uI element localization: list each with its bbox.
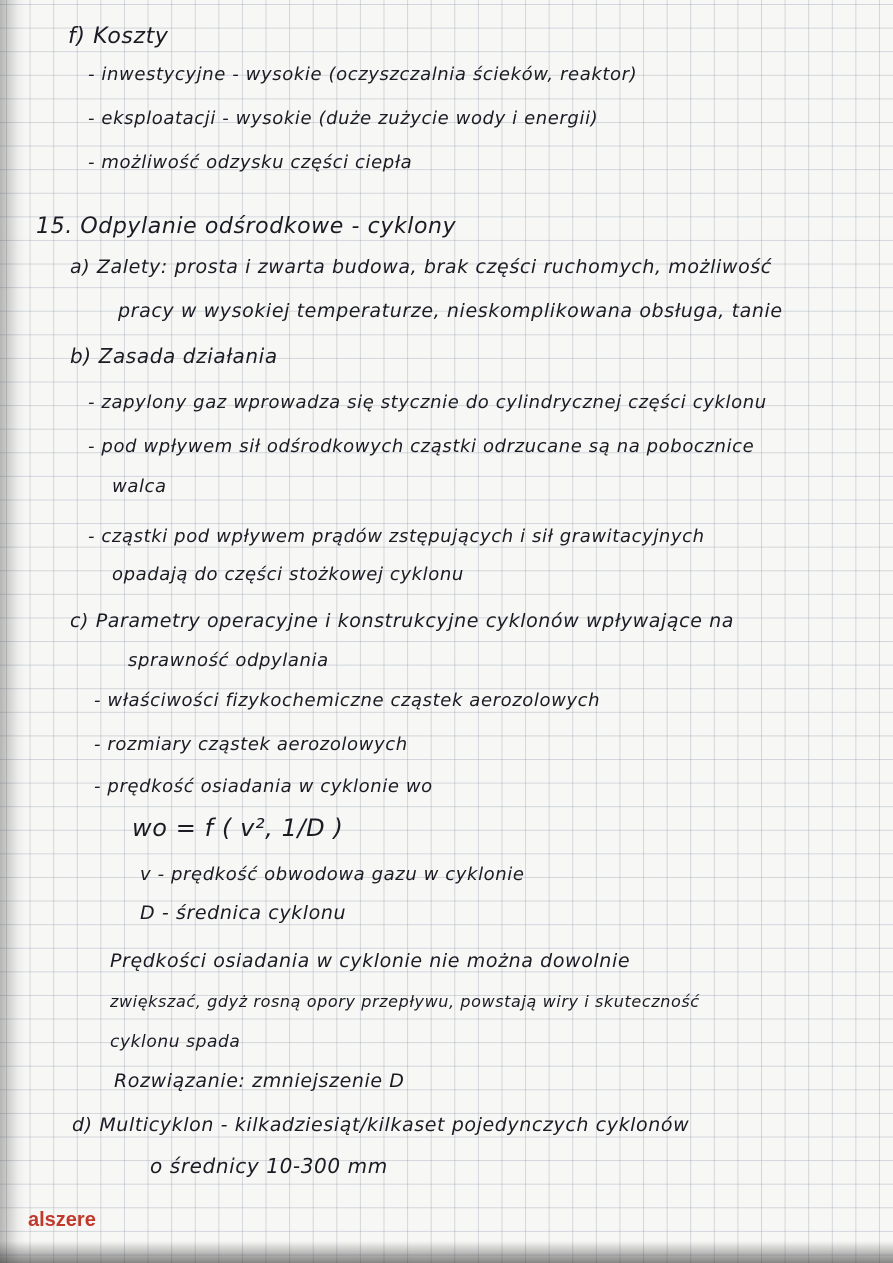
parameters-heading: c) Parametry operacyjne i konstrukcyjne cyklonów wpływające na — [70, 610, 735, 632]
variable-v-definition: v - prędkość obwodowa gazu w cyklonie — [140, 864, 525, 885]
principle-item-3: - cząstki pod wpływem prądów zstępujących i sił grawitacyjnych — [88, 526, 705, 547]
parameters-heading-cont: sprawność odpylania — [128, 650, 329, 671]
velocity-note-line-3: cyklonu spada — [110, 1032, 241, 1052]
costs-heat-recovery: - możliwość odzysku części ciepła — [88, 152, 413, 173]
velocity-note-line-2: zwiększać, gdyż rosną opory przepływu, powstają wiry i skuteczność — [110, 992, 700, 1011]
principle-heading: b) Zasada działania — [70, 344, 278, 368]
page-edge-shadow — [0, 0, 26, 1263]
solution-line: Rozwiązanie: zmniejszenie D — [114, 1070, 405, 1092]
principle-item-3-cont: opadają do części stożkowej cyklonu — [112, 564, 464, 585]
parameter-item-2: - rozmiary cząstek aerozolowych — [94, 734, 408, 755]
principle-item-2-cont: walca — [112, 476, 167, 497]
advantages-line-2: pracy w wysokiej temperaturze, nieskomplikowana obsługa, tanie — [118, 300, 783, 322]
variable-d-definition: D - średnica cyklonu — [140, 902, 347, 924]
velocity-note-line-1: Prędkości osiadania w cyklonie nie można dowolnie — [110, 950, 631, 972]
parameter-item-1: - właściwości fizykochemiczne cząstek aerozolowych — [94, 690, 601, 711]
costs-operation: - eksploatacji - wysokie (duże zużycie wody i energii) — [88, 108, 599, 129]
principle-item-1: - zapylony gaz wprowadza się stycznie do cylindrycznej części cyklonu — [88, 392, 767, 413]
settling-velocity-formula: wo = f ( v², 1/D ) — [132, 814, 344, 842]
principle-item-2: - pod wpływem sił odśrodkowych cząstki odrzucane są na pobocznice — [88, 436, 755, 457]
watermark-logo: alszere — [28, 1209, 96, 1231]
multicyclone-line-1: d) Multicyklon - kilkadziesiąt/kilkaset pojedynczych cyklonów — [72, 1114, 690, 1136]
costs-heading: f) Koszty — [68, 24, 169, 49]
page-bottom-shadow — [0, 1241, 893, 1263]
section-15-heading: 15. Odpylanie odśrodkowe - cyklony — [36, 214, 457, 239]
costs-investment: - inwestycyjne - wysokie (oczyszczalnia ścieków, reaktor) — [88, 64, 638, 85]
multicyclone-line-2: o średnicy 10-300 mm — [150, 1154, 388, 1178]
advantages-line-1: a) Zalety: prosta i zwarta budowa, brak części ruchomych, możliwość — [70, 256, 772, 278]
parameter-item-3: - prędkość osiadania w cyklonie wo — [94, 776, 433, 797]
